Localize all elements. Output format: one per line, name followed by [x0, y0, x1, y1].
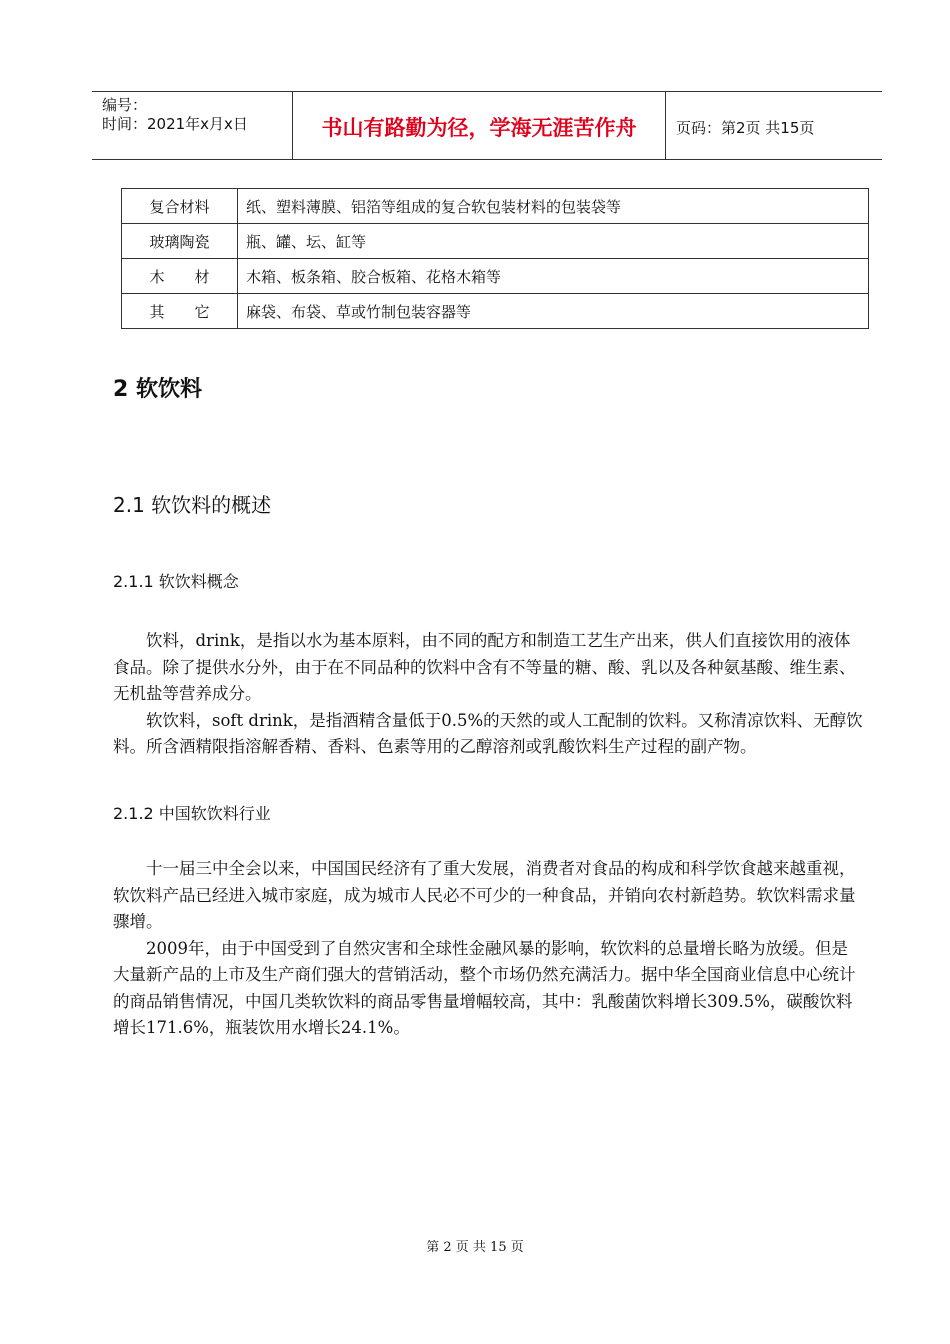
- table-cell-category: 其 它: [122, 294, 238, 329]
- header-motto-cell: [293, 92, 666, 159]
- table-cell-category: 玻璃陶瓷: [122, 224, 238, 259]
- table-cell-description: 麻袋、布袋、草或竹制包装容器等: [238, 294, 869, 329]
- table-cell-description: 纸、塑料薄膜、铝箔等组成的复合软包装材料的包装袋等: [238, 189, 869, 224]
- table-cell-description: 瓶、罐、坛、缸等: [238, 224, 869, 259]
- industry-paragraphs: [113, 856, 863, 1042]
- header-page-cell: [666, 92, 882, 159]
- paragraph: 十一届三中全会以来，中国国民经济有了重大发展，消费者对食品的构成和科学饮食越来越重视，软饮料产品已经进入城市家庭，成为城市人民必不可少的一种食品，并销向农村新趋势。软饮料需求量骤增。: [113, 859, 856, 931]
- paragraph: 软饮料，soft drink，是指酒精含量低于0.5%的天然的或人工配制的饮料。又称清凉饮料、无醇饮料。所含酒精限指溶解香精、香料、色素等用的乙醇溶剂或乳酸饮料生产过程的副产物。: [113, 710, 863, 756]
- time-label: 时间：2021年x月x日: [102, 115, 248, 133]
- header-page-number: 页码：第2页 共15页: [676, 119, 815, 137]
- paragraph: 2009年，由于中国受到了自然灾害和全球性金融风暴的影响，软饮料的总量增长略为放缓。但是大量新产品的上市及生产商们强大的营销活动，整个市场仍然充满活力。据中华全国商业信息中心统计的商品销售情况，中国几类软饮料的商品零售量增幅较高，其中：乳酸菌饮料增长309.5%，碳酸饮料增长171.6%，瓶装饮用水增长24.1%。: [113, 938, 856, 1037]
- motto-text: 书山有路勤为径，学海无涯苦作舟: [321, 116, 637, 140]
- subsection-heading-concept: 2.1.1 软饮料概念: [113, 572, 239, 591]
- header-meta-cell: [92, 92, 293, 159]
- table-row: [122, 294, 869, 329]
- table-cell-description: 木箱、板条箱、胶合板箱、花格木箱等: [238, 259, 869, 294]
- chapter-heading: 2 软饮料: [113, 377, 202, 402]
- page-footer: [0, 1236, 950, 1255]
- table-row: [122, 224, 869, 259]
- section-heading: 2.1 软饮料的概述: [113, 493, 272, 517]
- serial-label: 编号：: [102, 96, 148, 114]
- paragraph: 饮料，drink，是指以水为基本原料，由不同的配方和制造工艺生产出来，供人们直接饮用的液体食品。除了提供水分外，由于在不同品种的饮料中含有不等量的糖、酸、乳以及各种氨基酸、维生素、无机盐等营养成分。: [113, 631, 856, 703]
- table-row: [122, 189, 869, 224]
- subsection-heading-industry: 2.1.2 中国软饮料行业: [113, 804, 271, 823]
- table-cell-category: 复合材料: [122, 189, 238, 224]
- page-header: [92, 91, 882, 160]
- table-row: [122, 259, 869, 294]
- packaging-table: [121, 188, 869, 329]
- concept-paragraphs: [113, 628, 863, 761]
- table-cell-category: 木 材: [122, 259, 238, 294]
- footer-page-number: 第 2 页 共 15 页: [426, 1240, 524, 1255]
